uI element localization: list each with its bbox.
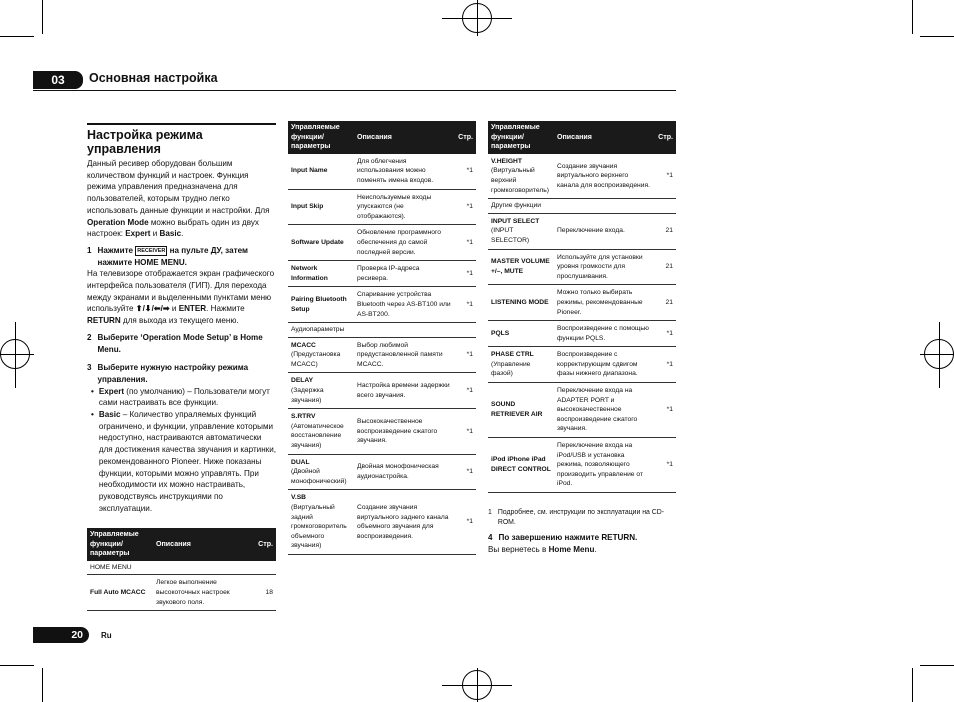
header-descriptions: Описания — [354, 121, 454, 154]
crop-mark — [912, 668, 913, 702]
page-cell: *1 — [654, 154, 676, 199]
function-name: iPod iPhone iPad DIRECT CONTROL — [491, 456, 551, 474]
chapter-title: Основная настройка — [89, 71, 218, 85]
receiver-key-icon: RECEIVER — [137, 247, 166, 254]
function-subtitle: (Управление фазой) — [491, 360, 531, 378]
function-name: Pairing Bluetooth Setup — [291, 296, 347, 313]
text: RETURN — [87, 316, 121, 326]
table-row — [87, 575, 276, 611]
text: . — [594, 544, 597, 554]
functions-table-3 — [488, 121, 676, 493]
text: . Нажмите — [206, 304, 245, 314]
step-4-heading — [488, 532, 678, 544]
header-functions: Управляемые функции/ параметры — [288, 121, 354, 154]
description-cell: Используйте для установки уровня громкости для прослушивания. — [554, 249, 654, 285]
page-cell: *1 — [654, 438, 676, 493]
header-page: Стр. — [454, 121, 476, 154]
text: для выхода из текущего меню. — [120, 316, 239, 326]
functions-table-2 — [288, 121, 476, 555]
section-label: Другие функции — [488, 199, 676, 214]
description-cell: Легкое выполнение высокоточных настроек звукового поля. — [153, 575, 254, 611]
step-4-text — [488, 544, 678, 556]
bullet-icon: • — [91, 386, 94, 396]
table-row — [288, 261, 476, 287]
function-cell — [488, 347, 554, 383]
table-row — [488, 154, 676, 199]
step-1-heading — [87, 245, 276, 268]
page-cell: *1 — [654, 347, 676, 383]
function-name: PQLS — [491, 329, 510, 337]
text: (по умолчанию) – Пользователи могут сами настраивать все функции. — [98, 386, 270, 408]
header-functions: Управляемые функции/ параметры — [87, 528, 153, 561]
page-cell: *1 — [454, 337, 476, 373]
text: Нажмите — [97, 245, 134, 255]
function-cell — [488, 213, 554, 249]
description-cell: Спаривание устройства Bluetooth через AS-BT100 или AS-BT200. — [354, 287, 454, 323]
text: Вы вернетесь в — [488, 544, 549, 554]
description-cell: Переключение входа на ADAPTER PORT и высококачественное воспроизведение сжатого звучания. — [554, 383, 654, 438]
section-label: Аудиопараметры — [288, 323, 476, 338]
function-name: V.HEIGHT — [491, 157, 522, 165]
crop-mark — [920, 36, 954, 37]
function-subtitle: (Виртуальный верхний громкоговоритель) — [491, 167, 549, 194]
function-name: MCACC — [291, 341, 316, 349]
table-row — [288, 287, 476, 323]
page-cell: 21 — [654, 249, 676, 285]
header-page: Стр. — [254, 528, 276, 561]
page-cell: *1 — [454, 490, 476, 555]
function-name: Input Skip — [291, 203, 324, 211]
text: Basic — [98, 410, 121, 420]
page-cell: 21 — [654, 213, 676, 249]
description-cell: Переключение входа на iPod/USB и установка режима, позволяющего производить управление от iPod. — [554, 438, 654, 493]
function-cell — [288, 409, 354, 454]
function-cell — [288, 490, 354, 555]
bullet-text — [99, 386, 276, 409]
step-number: 2 — [87, 332, 92, 342]
function-cell — [488, 154, 554, 199]
text: можно выбрать один из двух настроек: — [87, 217, 259, 239]
table-row — [288, 454, 476, 490]
crop-mark — [0, 36, 34, 37]
page-cell: *1 — [454, 287, 476, 323]
text: Home Menu — [548, 544, 595, 554]
text: – Количество упраляемых функций ограничено, и функции, управление которыми недоступно, настраиваются автоматически для достижения качества звучания и картинки, рекомендованного Pioneer. Ниже показаны функции, которыми можно управлять. При необходимости их можно настраивать, руководствуясь инструкциями по эксплуатации. — [98, 410, 276, 513]
table-row — [288, 490, 476, 555]
table-section-row — [488, 199, 676, 214]
function-cell — [488, 438, 554, 493]
description-cell: Можно только выбирать режимы, рекомендованные Pioneer. — [554, 285, 654, 321]
text: Expert — [125, 229, 151, 239]
header-functions: Управляемые функции/ параметры — [488, 121, 554, 154]
registration-mark — [920, 354, 954, 355]
page-cell: *1 — [654, 383, 676, 438]
description-cell: Неиспользуемые входы упускаются (не отображаются). — [354, 189, 454, 225]
table-row — [288, 409, 476, 454]
function-cell — [288, 454, 354, 490]
function-cell — [288, 189, 354, 225]
function-cell — [488, 285, 554, 321]
description-cell: Двойная монофоническая аудионастройка. — [354, 454, 454, 490]
page-cell: *1 — [454, 225, 476, 261]
description-cell: Создание звучания виртуального верхнего канала для воспроизведения. — [554, 154, 654, 199]
step-4 — [488, 532, 678, 555]
table-header — [87, 528, 276, 561]
chapter-number: 03 — [33, 71, 83, 89]
table-row — [488, 249, 676, 285]
table-row — [288, 154, 476, 189]
table-section-row — [87, 561, 276, 575]
table-row — [288, 337, 476, 373]
description-cell: Воспроизведение с помощью функции PQLS. — [554, 321, 654, 347]
description-cell: Переключение входа. — [554, 213, 654, 249]
table-header — [488, 121, 676, 154]
function-subtitle: (Двойной монофонический) — [291, 468, 347, 485]
registration-mark — [477, 668, 478, 702]
registration-mark — [15, 322, 16, 388]
page-cell: *1 — [454, 189, 476, 225]
text: и — [150, 229, 160, 239]
header-page: Стр. — [654, 121, 676, 154]
description-cell: Для облегчения использования можно поменять имена входов. — [354, 154, 454, 189]
header-descriptions: Описания — [153, 528, 254, 561]
table-row — [488, 438, 676, 493]
description-cell: Обновление программного обеспечения до самой последней версии. — [354, 225, 454, 261]
function-cell — [288, 337, 354, 373]
header-descriptions: Описания — [554, 121, 654, 154]
function-cell — [288, 154, 354, 189]
function-name: INPUT SELECT — [491, 217, 540, 225]
crop-mark — [912, 0, 913, 34]
function-name: DELAY — [291, 377, 314, 385]
function-name: Software Update — [291, 238, 344, 246]
table-row — [488, 213, 676, 249]
table-row — [288, 373, 476, 409]
function-subtitle: (Автоматическое восстановление звучания) — [291, 422, 344, 450]
step-number: 3 — [87, 363, 92, 373]
function-cell — [488, 383, 554, 438]
step-3-heading — [87, 362, 276, 385]
function-cell — [288, 373, 354, 409]
function-subtitle: (Задержка звучания) — [291, 387, 324, 404]
page-cell: *1 — [454, 454, 476, 490]
step-1-text — [87, 268, 276, 327]
table-row — [488, 285, 676, 321]
text: Basic — [159, 229, 182, 239]
intro-paragraph — [87, 158, 276, 240]
description-cell: Выбор любимой предустановленной памяти MCACC. — [354, 337, 454, 373]
function-cell — [488, 249, 554, 285]
step-text: Выберите нужную настройку режима управления. — [97, 363, 249, 384]
text: На телевизоре отображается экран графического интерфейса пользователя (ГИП). Для перехода между экранами и выделенными пунктами меню используйте — [87, 269, 275, 314]
text: . — [181, 229, 184, 239]
text: ENTER — [178, 304, 207, 314]
section-heading: Настройка режима управления — [87, 128, 203, 156]
function-name: MASTER VOLUME +/–, MUTE — [491, 258, 550, 275]
description-cell: Высококачественное воспроизведение сжатого звучания. — [354, 409, 454, 454]
registration-mark — [939, 322, 940, 388]
step-text: Выберите ‘Operation Mode Setup’ в Home Menu. — [97, 332, 263, 354]
table-row — [288, 189, 476, 225]
function-subtitle: (Предустановка MCACC) — [291, 351, 341, 368]
description-cell: Создание звучания виртуального заднего канала объемного звучания для воспроизведения. — [354, 490, 454, 555]
function-name: V.SB — [291, 494, 306, 502]
text: Expert — [98, 386, 125, 396]
page-cell: *1 — [454, 373, 476, 409]
footnote-text: Подробнее, см. инструкции по эксплуатации на CD-ROM. — [497, 509, 665, 526]
function-cell — [288, 261, 354, 287]
table-section-row — [288, 323, 476, 338]
bullet-text — [99, 409, 276, 514]
page-cell: *1 — [454, 261, 476, 287]
language-code: Ru — [101, 631, 112, 640]
function-name: Input Name — [291, 167, 328, 175]
description-cell: Настройка времени задержки всего звучания. — [354, 373, 454, 409]
crop-mark — [920, 665, 954, 666]
table-row — [488, 347, 676, 383]
page-cell: *1 — [654, 321, 676, 347]
step-text: По завершению нажмите RETURN. — [498, 533, 638, 542]
table-header — [288, 121, 476, 154]
function-subtitle: (Виртуальный задний громкоговоритель объемного звучания) — [291, 504, 347, 550]
description-cell: Воспроизведение с корректирующим сдвигом фазы нижнего диапазона. — [554, 347, 654, 383]
registration-mark — [0, 354, 34, 355]
step-2-heading — [87, 332, 276, 355]
arrow-keys-icon: ⬆/⬇/⬅/➡ — [135, 304, 170, 314]
page-number: 20 — [33, 627, 89, 643]
footnote — [488, 508, 678, 528]
text: Данный ресивер оборудован большим количеством функций и настроек. Функция режима управления предназначена для пользователей, которым трудно легко использовать данные функции и настройки. Для — [87, 159, 270, 215]
function-cell — [288, 225, 354, 261]
page-cell: 21 — [654, 285, 676, 321]
function-name: Network Information — [291, 265, 328, 282]
step-number: 1 — [87, 245, 92, 255]
function-name: DUAL — [291, 458, 310, 466]
table-row — [288, 225, 476, 261]
registration-mark — [477, 0, 478, 36]
bullet-item — [87, 409, 276, 514]
footnote-mark: 1 — [488, 509, 492, 516]
bullet-item — [87, 386, 276, 409]
text: и — [169, 304, 179, 314]
page-cell: *1 — [454, 154, 476, 189]
function-name: S.RTRV — [291, 413, 316, 421]
page-cell: 18 — [254, 575, 276, 611]
function-subtitle: (INPUT SELECTOR) — [491, 227, 530, 244]
divider — [33, 90, 676, 91]
step-number: 4 — [488, 533, 493, 542]
section-label: HOME MENU — [87, 561, 276, 575]
text: Operation Mode — [87, 217, 149, 227]
crop-mark — [0, 665, 34, 666]
description-cell: Проверка IP-адреса ресивера. — [354, 261, 454, 287]
divider — [87, 123, 276, 125]
crop-mark — [42, 0, 43, 34]
function-name: SOUND RETRIEVER AIR — [491, 401, 543, 419]
page-cell: *1 — [454, 409, 476, 454]
bullet-icon: • — [91, 410, 94, 420]
function-cell — [87, 575, 153, 611]
function-cell — [288, 287, 354, 323]
function-name: Full Auto MCACC — [90, 588, 146, 596]
function-cell — [488, 321, 554, 347]
left-column — [87, 158, 276, 514]
text: на пульте ДУ, затем нажмите HOME MENU. — [97, 245, 248, 267]
table-row — [488, 321, 676, 347]
step-text — [98, 245, 276, 268]
functions-table-1 — [87, 528, 276, 611]
function-name: LISTENING MODE — [491, 298, 549, 306]
crop-mark — [42, 668, 43, 702]
function-name: PHASE CTRL — [491, 351, 534, 359]
table-row — [488, 383, 676, 438]
